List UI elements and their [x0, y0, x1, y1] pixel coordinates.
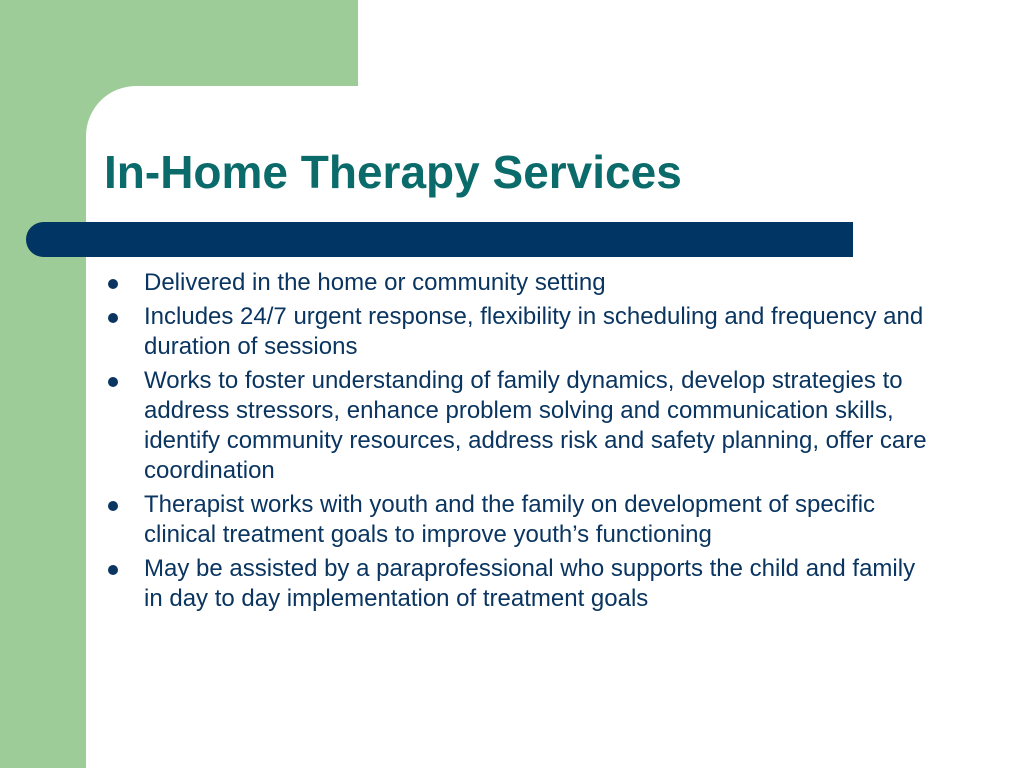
bullet-item: [104, 366, 934, 486]
bullet-dot-icon: [108, 313, 118, 323]
bullet-item: [104, 302, 934, 362]
bullet-text: May be assisted by a paraprofessional who supports the child and family in day to day implementation of treatment goals: [144, 555, 916, 612]
bullet-dot-icon: [108, 565, 118, 575]
bullet-text: Includes 24/7 urgent response, flexibility in scheduling and frequency and duration of sessions: [144, 303, 924, 360]
bullet-text: Delivered in the home or community setting: [144, 269, 606, 296]
slide-title: In-Home Therapy Services: [104, 146, 682, 198]
bullet-text: Therapist works with youth and the family on development of specific clinical treatment goals to improve youth’s functioning: [144, 491, 876, 548]
bullet-dot-icon: [108, 377, 118, 387]
bullet-dot-icon: [108, 279, 118, 289]
bullet-dot-icon: [108, 501, 118, 511]
bullet-item: [104, 268, 934, 298]
bullet-text: Works to foster understanding of family dynamics, develop strategies to address stressors, enhance problem solving and communication skills, identify community resources, address risk and safety planning, offer care coordination: [144, 367, 927, 484]
bullet-item: [104, 490, 934, 550]
title-underline-bar: [26, 222, 853, 257]
bullet-item: [104, 554, 934, 614]
bullet-list: [104, 268, 934, 618]
